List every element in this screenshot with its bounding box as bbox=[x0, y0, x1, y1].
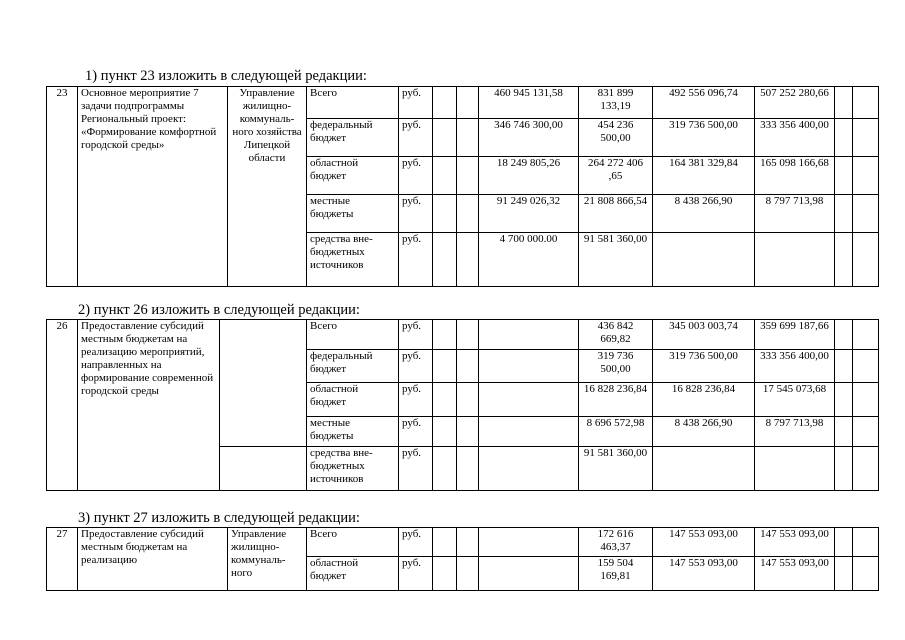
empty-cell bbox=[853, 350, 879, 383]
section-3-heading: 3) пункт 27 изложить в следующей редакции: bbox=[78, 510, 360, 526]
item-number: 26 bbox=[47, 320, 78, 491]
unit-cell: руб. bbox=[399, 320, 433, 350]
total-cell bbox=[479, 528, 579, 557]
year-3-cell bbox=[755, 233, 835, 287]
year-2-cell: 492 556 096,74 bbox=[653, 87, 755, 119]
section-1-heading: 1) пункт 23 изложить в следующей редакции: bbox=[85, 68, 367, 84]
empty-cell bbox=[835, 528, 853, 557]
empty-cell bbox=[433, 157, 457, 195]
empty-cell bbox=[457, 119, 479, 157]
section-2-table bbox=[46, 319, 879, 491]
total-cell bbox=[479, 557, 579, 591]
empty-cell bbox=[835, 350, 853, 383]
empty-cell bbox=[433, 528, 457, 557]
item-executor bbox=[220, 320, 307, 447]
year-1-cell: 159 504 169,81 bbox=[579, 557, 653, 591]
empty-cell bbox=[433, 383, 457, 417]
funding-source: областной бюджет bbox=[307, 157, 399, 195]
unit-cell: руб. bbox=[399, 557, 433, 591]
year-1-cell: 436 842 669,82 bbox=[579, 320, 653, 350]
empty-cell bbox=[457, 157, 479, 195]
total-cell bbox=[479, 320, 579, 350]
year-2-cell: 16 828 236,84 bbox=[653, 383, 755, 417]
empty-cell bbox=[835, 157, 853, 195]
year-2-cell bbox=[653, 233, 755, 287]
empty-cell bbox=[433, 447, 457, 491]
total-cell bbox=[479, 350, 579, 383]
section-3-table bbox=[46, 527, 879, 591]
empty-cell bbox=[835, 119, 853, 157]
table-row bbox=[47, 528, 879, 557]
empty-cell bbox=[457, 350, 479, 383]
unit-cell: руб. bbox=[399, 157, 433, 195]
empty-cell bbox=[457, 383, 479, 417]
unit-cell: руб. bbox=[399, 417, 433, 447]
total-cell bbox=[479, 383, 579, 417]
empty-cell bbox=[853, 233, 879, 287]
year-3-cell: 165 098 166,68 bbox=[755, 157, 835, 195]
empty-cell bbox=[853, 417, 879, 447]
year-3-cell: 17 545 073,68 bbox=[755, 383, 835, 417]
item-name: Предоставление субсидий местным бюджетам на реализацию мероприятий, направленных на формирование современной городской среды bbox=[78, 320, 220, 491]
empty-cell bbox=[853, 87, 879, 119]
empty-cell bbox=[835, 383, 853, 417]
empty-cell bbox=[433, 119, 457, 157]
item-executor: Управление жилищно-коммуналь-ного хозяйства Липецкой области bbox=[228, 87, 307, 287]
empty-cell bbox=[835, 87, 853, 119]
year-1-cell: 91 581 360,00 bbox=[579, 233, 653, 287]
year-2-cell: 8 438 266,90 bbox=[653, 417, 755, 447]
year-3-cell: 8 797 713,98 bbox=[755, 195, 835, 233]
unit-cell: руб. bbox=[399, 447, 433, 491]
unit-cell: руб. bbox=[399, 87, 433, 119]
item-number: 23 bbox=[47, 87, 78, 287]
empty-cell bbox=[457, 557, 479, 591]
year-3-cell: 147 553 093,00 bbox=[755, 528, 835, 557]
total-cell: 346 746 300,00 bbox=[479, 119, 579, 157]
empty-cell bbox=[433, 233, 457, 287]
empty-cell bbox=[835, 557, 853, 591]
year-2-cell: 319 736 500,00 bbox=[653, 350, 755, 383]
empty-cell bbox=[853, 320, 879, 350]
year-2-cell bbox=[653, 447, 755, 491]
funding-source: федеральный бюджет bbox=[307, 119, 399, 157]
funding-source: областной бюджет bbox=[307, 383, 399, 417]
funding-source: средства вне-бюджетных источников bbox=[307, 447, 399, 491]
total-cell bbox=[479, 447, 579, 491]
funding-source: местные бюджеты bbox=[307, 417, 399, 447]
empty-cell bbox=[433, 557, 457, 591]
funding-source: местные бюджеты bbox=[307, 195, 399, 233]
unit-cell: руб. bbox=[399, 350, 433, 383]
year-1-cell: 21 808 866,54 bbox=[579, 195, 653, 233]
year-3-cell bbox=[755, 447, 835, 491]
year-2-cell: 319 736 500,00 bbox=[653, 119, 755, 157]
year-3-cell: 359 699 187,66 bbox=[755, 320, 835, 350]
empty-cell bbox=[433, 87, 457, 119]
funding-source: средства вне-бюджетных источников bbox=[307, 233, 399, 287]
year-3-cell: 147 553 093,00 bbox=[755, 557, 835, 591]
total-cell: 18 249 805,26 bbox=[479, 157, 579, 195]
empty-cell bbox=[853, 528, 879, 557]
item-name: Предоставление субсидий местным бюджетам на реализацию bbox=[78, 528, 228, 591]
year-1-cell: 264 272 406 ,65 bbox=[579, 157, 653, 195]
unit-cell: руб. bbox=[399, 233, 433, 287]
empty-cell bbox=[835, 417, 853, 447]
year-1-cell: 319 736 500,00 bbox=[579, 350, 653, 383]
year-3-cell: 333 356 400,00 bbox=[755, 350, 835, 383]
empty-cell bbox=[853, 383, 879, 417]
empty-cell bbox=[835, 447, 853, 491]
total-cell: 460 945 131,58 bbox=[479, 87, 579, 119]
item-number: 27 bbox=[47, 528, 78, 591]
total-cell bbox=[479, 417, 579, 447]
funding-source: областной бюджет bbox=[307, 557, 399, 591]
year-1-cell: 454 236 500,00 bbox=[579, 119, 653, 157]
funding-source: Всего bbox=[307, 320, 399, 350]
year-2-cell: 345 003 003,74 bbox=[653, 320, 755, 350]
empty-cell bbox=[835, 233, 853, 287]
empty-cell bbox=[457, 528, 479, 557]
funding-source: Всего bbox=[307, 528, 399, 557]
unit-cell: руб. bbox=[399, 528, 433, 557]
empty-cell bbox=[853, 119, 879, 157]
empty-cell bbox=[853, 157, 879, 195]
section-2-heading: 2) пункт 26 изложить в следующей редакции: bbox=[78, 302, 360, 318]
empty-cell bbox=[835, 320, 853, 350]
year-2-cell: 164 381 329,84 bbox=[653, 157, 755, 195]
empty-cell bbox=[433, 195, 457, 233]
empty-cell bbox=[220, 447, 307, 491]
unit-cell: руб. bbox=[399, 195, 433, 233]
year-1-cell: 831 899 133,19 bbox=[579, 87, 653, 119]
item-name: Основное мероприятие 7 задачи подпрограммы Региональный проект: «Формирование комфортной городской среды» bbox=[78, 87, 228, 287]
empty-cell bbox=[433, 417, 457, 447]
total-cell: 91 249 026,32 bbox=[479, 195, 579, 233]
empty-cell bbox=[457, 233, 479, 287]
empty-cell bbox=[853, 195, 879, 233]
year-1-cell: 91 581 360,00 bbox=[579, 447, 653, 491]
empty-cell bbox=[433, 350, 457, 383]
table-row bbox=[47, 320, 879, 350]
year-2-cell: 8 438 266,90 bbox=[653, 195, 755, 233]
empty-cell bbox=[457, 87, 479, 119]
year-2-cell: 147 553 093,00 bbox=[653, 528, 755, 557]
empty-cell bbox=[457, 320, 479, 350]
total-cell: 4 700 000.00 bbox=[479, 233, 579, 287]
empty-cell bbox=[853, 447, 879, 491]
table-row bbox=[47, 87, 879, 119]
unit-cell: руб. bbox=[399, 383, 433, 417]
year-3-cell: 333 356 400,00 bbox=[755, 119, 835, 157]
unit-cell: руб. bbox=[399, 119, 433, 157]
year-1-cell: 16 828 236,84 bbox=[579, 383, 653, 417]
year-1-cell: 172 616 463,37 bbox=[579, 528, 653, 557]
empty-cell bbox=[853, 557, 879, 591]
empty-cell bbox=[457, 195, 479, 233]
empty-cell bbox=[835, 195, 853, 233]
empty-cell bbox=[433, 320, 457, 350]
funding-source: федеральный бюджет bbox=[307, 350, 399, 383]
year-3-cell: 507 252 280,66 bbox=[755, 87, 835, 119]
year-2-cell: 147 553 093,00 bbox=[653, 557, 755, 591]
empty-cell bbox=[457, 417, 479, 447]
section-1-table bbox=[46, 86, 879, 287]
year-3-cell: 8 797 713,98 bbox=[755, 417, 835, 447]
empty-cell bbox=[457, 447, 479, 491]
year-1-cell: 8 696 572,98 bbox=[579, 417, 653, 447]
funding-source: Всего bbox=[307, 87, 399, 119]
item-executor: Управление жилищно-коммуналь-ного bbox=[228, 528, 307, 591]
